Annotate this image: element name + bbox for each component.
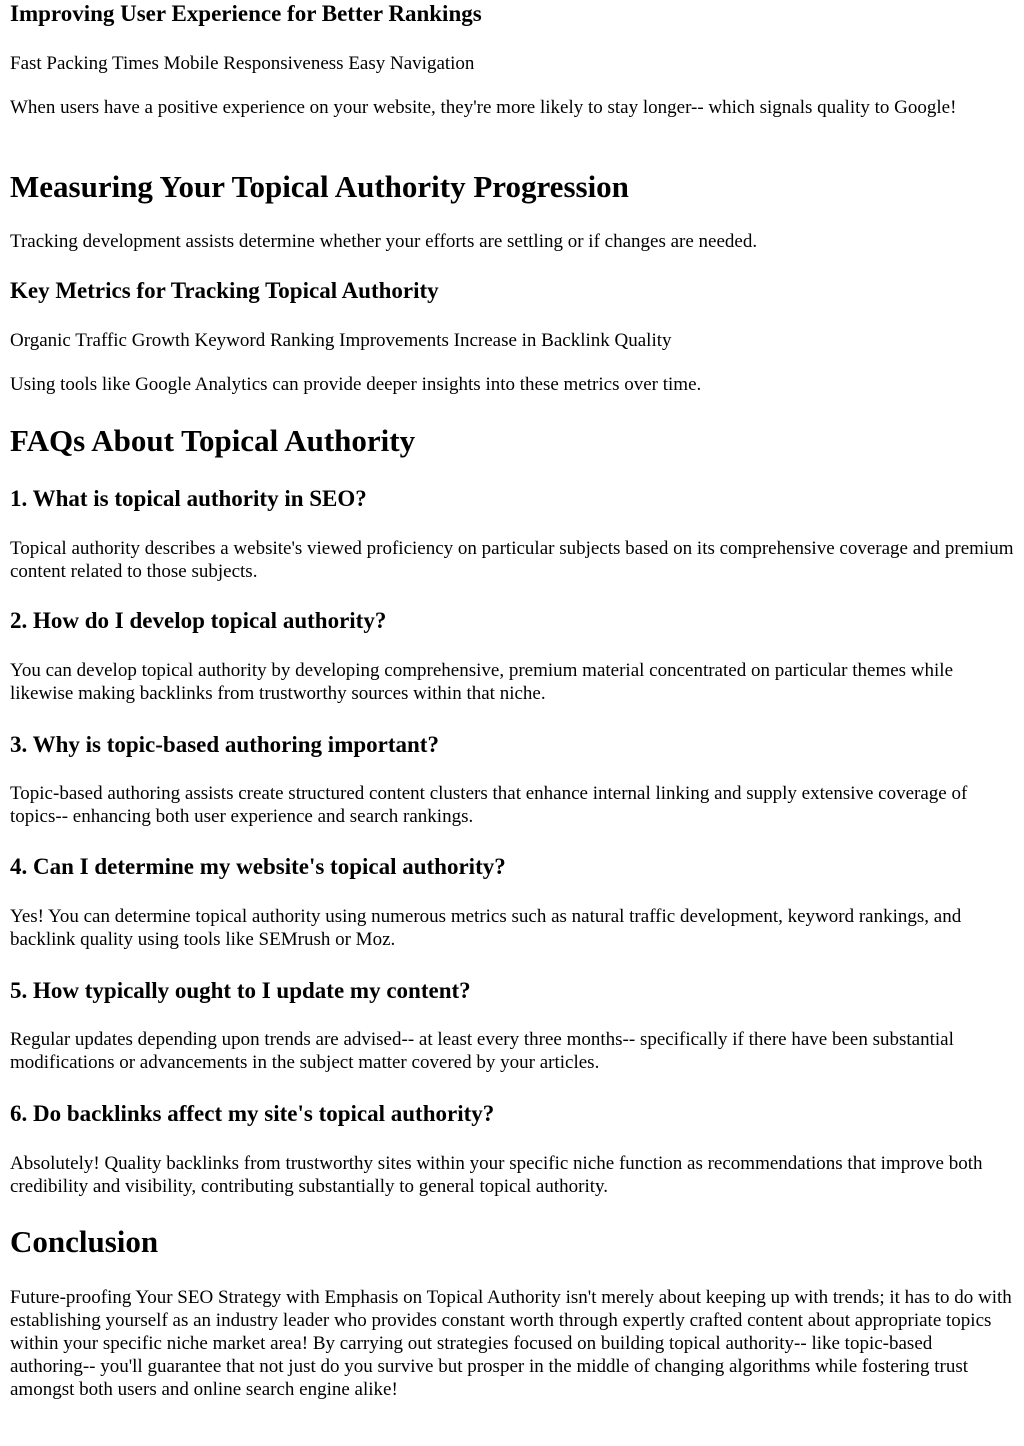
faq-question-5: 5. How typically ought to I update my content? <box>10 978 471 1003</box>
metrics-paragraph: Using tools like Google Analytics can provide deeper insights into these metrics over time. <box>10 374 702 395</box>
metrics-list-text: Organic Traffic Growth Keyword Ranking Improvements Increase in Backlink Quality <box>10 330 672 351</box>
ux-list-text: Fast Packing Times Mobile Responsiveness Easy Navigation <box>10 53 475 74</box>
faqs-heading: FAQs About Topical Authority <box>10 423 416 458</box>
measuring-heading: Measuring Your Topical Authority Progression <box>10 169 629 204</box>
faq-question-1: 1. What is topical authority in SEO? <box>10 486 367 511</box>
faq-answer-4: Yes! You can determine topical authority using numerous metrics such as natural traffic development, keyword rankings, and backlink quality using tools like SEMrush or Moz. <box>10 906 962 950</box>
faq-answer-5: Regular updates depending upon trends are advised-- at least every three months-- specifically if there have been substantial modifications or advancements in the subject matter covered by your articles. <box>10 1029 954 1073</box>
conclusion-paragraph: Future-proofing Your SEO Strategy with Emphasis on Topical Authority isn't merely about keeping up with trends; it has to do with establishing yourself as an industry leader who provides constant worth through expertly crafted content about appropriate topics within your specific niche market area! By carrying out strategies focused on building topical authority-- like topic-based authoring-- you'll guarantee that not just do you survive but prosper in the middle of changing algorithms while fostering trust amongst both users and online search engine alike! <box>10 1287 1012 1400</box>
faq-answer-6: Absolutely! Quality backlinks from trustworthy sites within your specific niche function as recommendations that improve both credibility and visibility, contributing substantially to general topical authority. <box>10 1153 983 1197</box>
faq-question-6: 6. Do backlinks affect my site's topical authority? <box>10 1101 495 1126</box>
ux-heading: Improving User Experience for Better Rankings <box>10 1 482 26</box>
faq-question-2: 2. How do I develop topical authority? <box>10 608 387 633</box>
faq-answer-3: Topic-based authoring assists create structured content clusters that enhance internal linking and supply extensive coverage of topics-- enhancing both user experience and search rankings. <box>10 783 968 827</box>
ux-paragraph: When users have a positive experience on your website, they're more likely to stay longer-- which signals quality to Google! <box>10 97 957 118</box>
faq-answer-1: Topical authority describes a website's viewed proficiency on particular subjects based on its comprehensive coverage and premium content related to those subjects. <box>10 538 1014 582</box>
faq-question-3: 3. Why is topic-based authoring important? <box>10 732 439 757</box>
measuring-intro: Tracking development assists determine whether your efforts are settling or if changes are needed. <box>10 231 758 252</box>
conclusion-heading: Conclusion <box>10 1224 159 1259</box>
faq-question-4: 4. Can I determine my website's topical authority? <box>10 854 506 879</box>
metrics-subheading: Key Metrics for Tracking Topical Authority <box>10 278 439 303</box>
faq-answer-2: You can develop topical authority by developing comprehensive, premium material concentrated on particular themes while likewise making backlinks from trustworthy sources within that niche. <box>10 660 954 704</box>
